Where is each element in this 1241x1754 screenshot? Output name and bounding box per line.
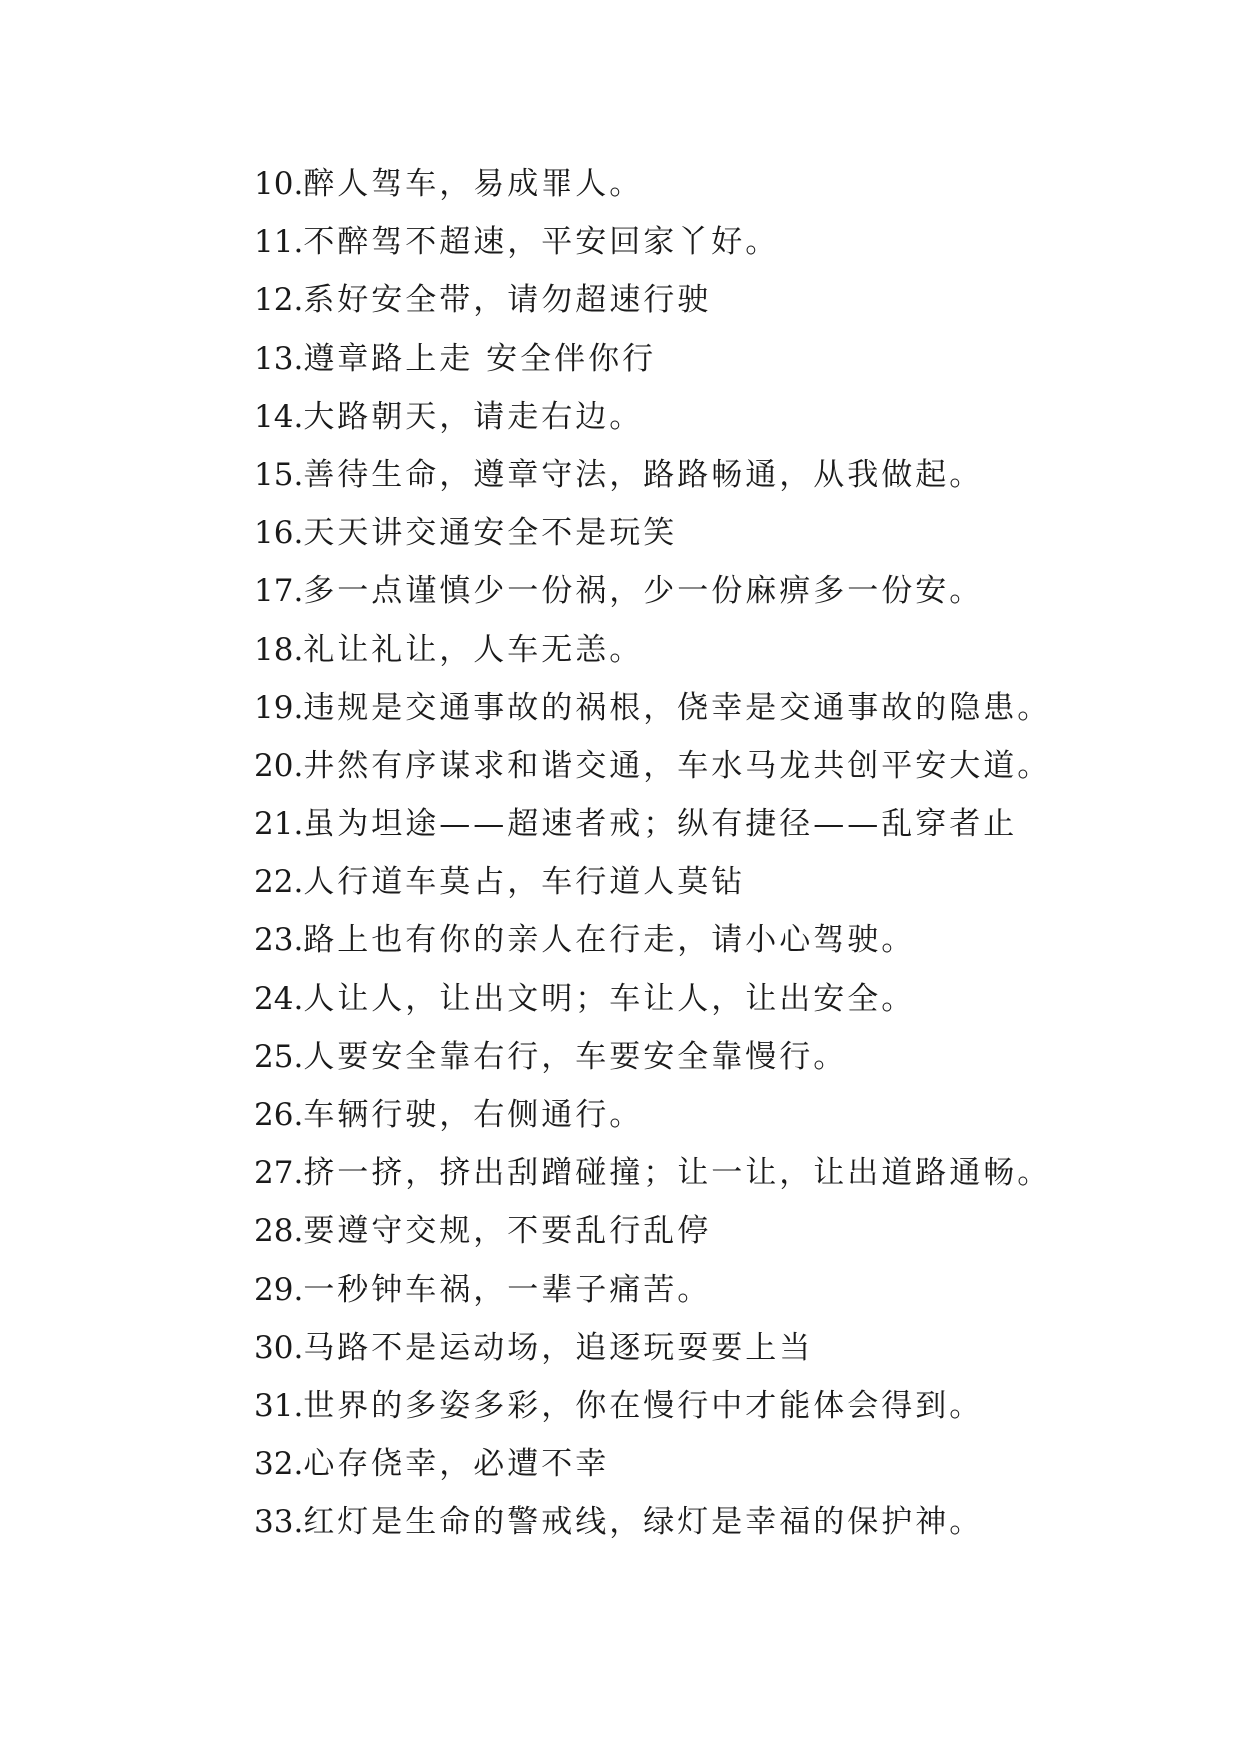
item-number: 30. <box>254 1329 304 1366</box>
item-number: 29. <box>254 1271 304 1308</box>
list-item <box>254 1202 1154 1260</box>
list-item <box>254 213 1154 271</box>
item-number: 17. <box>254 573 304 610</box>
item-text: 系好安全带，请勿超速行驶 <box>303 282 712 319</box>
item-text: 人要安全靠右行，车要安全靠慢行。 <box>303 1038 848 1075</box>
list-item <box>254 1377 1154 1435</box>
list-item <box>254 853 1154 911</box>
list-item <box>254 155 1154 213</box>
item-number: 21. <box>254 806 304 843</box>
item-number: 18. <box>254 631 304 668</box>
item-number: 27. <box>254 1155 304 1192</box>
item-text: 人让人，让出文明；车让人，让出安全。 <box>303 980 916 1017</box>
item-number: 24. <box>254 980 304 1017</box>
list-item <box>254 562 1154 620</box>
list-item <box>254 679 1154 737</box>
list-item <box>254 388 1154 446</box>
item-number: 22. <box>254 864 304 901</box>
item-text: 车辆行驶，右侧通行。 <box>303 1097 644 1133</box>
item-text: 世界的多姿多彩，你在慢行中才能体会得到。 <box>303 1387 984 1424</box>
list-item <box>254 1493 1154 1551</box>
item-number: 13. <box>254 340 304 377</box>
item-number: 25. <box>254 1038 304 1075</box>
list-item <box>254 330 1154 388</box>
list-item <box>254 970 1154 1028</box>
item-text: 天天讲交通安全不是玩笑 <box>303 515 678 552</box>
item-number: 23. <box>254 922 304 959</box>
item-text: 红灯是生命的警戒线，绿灯是幸福的保护神。 <box>303 1504 984 1541</box>
item-number: 19. <box>254 689 304 726</box>
item-text: 要遵守交规，不要乱行乱停 <box>303 1213 712 1250</box>
list-item <box>254 1319 1154 1377</box>
item-text: 挤一挤，挤出刮蹭碰撞；让一让，让出道路通畅。 <box>303 1155 1052 1192</box>
list-item <box>254 1261 1154 1319</box>
item-number: 33. <box>254 1504 304 1541</box>
item-text: 礼让礼让，人车无恙。 <box>303 631 644 668</box>
list-item <box>254 446 1154 504</box>
list-item <box>254 1144 1154 1202</box>
item-text: 虽为坦途——超速者戒；纵有捷径——乱穿者止 <box>303 806 1018 843</box>
item-text: 路上也有你的亲人在行走，请小心驾驶。 <box>303 922 916 959</box>
list-item <box>254 504 1154 562</box>
list-item <box>254 795 1154 853</box>
item-text: 井然有序谋求和谐交通，车水马龙共创平安大道。 <box>303 747 1052 784</box>
item-text: 人行道车莫占，车行道人莫钻 <box>303 864 746 901</box>
item-number: 32. <box>254 1446 304 1483</box>
list-item <box>254 737 1154 795</box>
item-text: 善待生命，遵章守法，路路畅通，从我做起。 <box>303 456 984 493</box>
list-item <box>254 621 1154 679</box>
item-number: 20. <box>254 747 304 784</box>
item-text: 大路朝天，请走右边。 <box>303 398 644 435</box>
item-number: 26. <box>254 1097 304 1133</box>
item-number: 11. <box>254 224 304 261</box>
list-item <box>254 911 1154 969</box>
item-number: 28. <box>254 1213 304 1250</box>
item-text: 不醉驾不超速，平安回家丫好。 <box>303 224 780 261</box>
item-text: 违规是交通事故的祸根，侥幸是交通事故的隐患。 <box>303 689 1052 726</box>
list-item <box>254 1435 1154 1493</box>
item-number: 12. <box>254 282 304 319</box>
item-text: 醉人驾车，易成罪人。 <box>303 166 644 202</box>
item-number: 31. <box>254 1387 304 1424</box>
item-number: 16. <box>254 515 304 552</box>
item-number: 14. <box>254 398 304 435</box>
item-text: 心存侥幸，必遭不幸 <box>303 1446 610 1483</box>
slogan-list <box>254 155 1154 1552</box>
item-text: 马路不是运动场，追逐玩耍要上当 <box>303 1329 814 1366</box>
list-item <box>254 1086 1154 1144</box>
item-text: 遵章路上走 安全伴你行 <box>303 340 657 377</box>
item-text: 多一点谨慎少一份祸，少一份麻痹多一份安。 <box>303 573 984 610</box>
item-text: 一秒钟车祸，一辈子痛苦。 <box>303 1271 712 1308</box>
list-item <box>254 1028 1154 1086</box>
list-item <box>254 271 1154 329</box>
item-number: 10. <box>254 166 304 202</box>
item-number: 15. <box>254 456 304 493</box>
